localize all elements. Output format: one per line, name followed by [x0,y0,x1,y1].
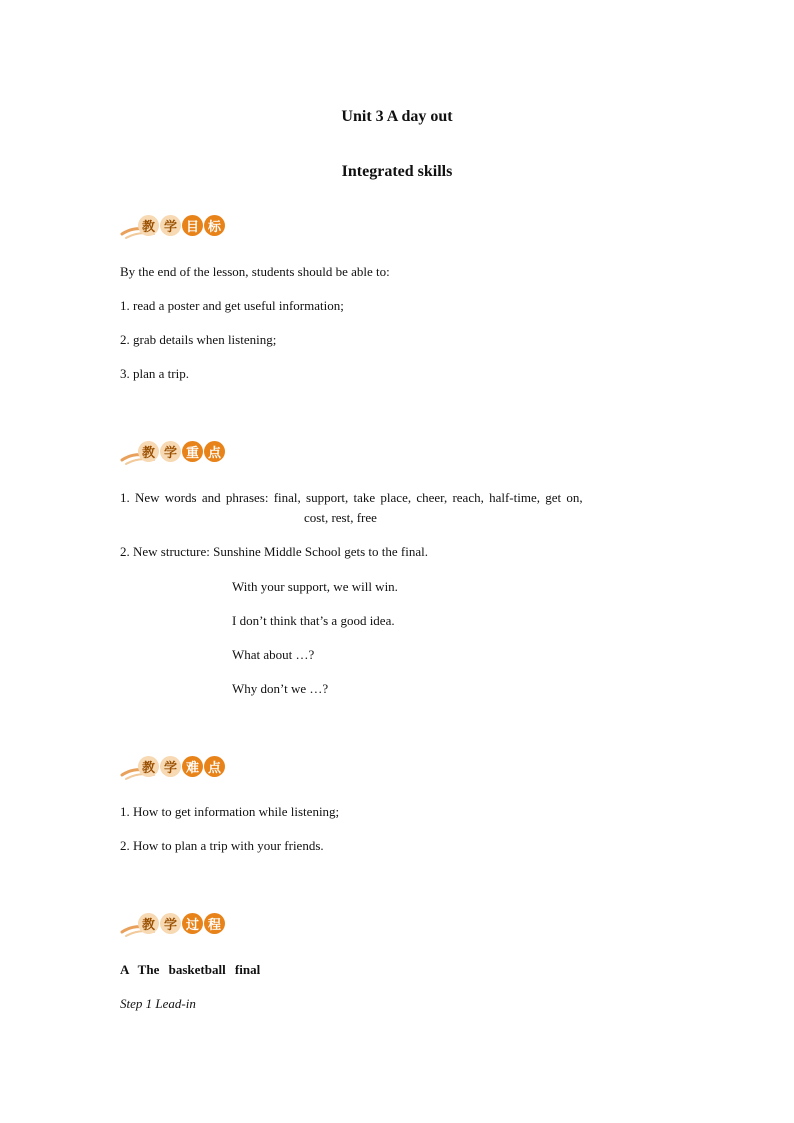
structure-item: With your support, we will win. [232,579,398,594]
objective-item: 2. grab details when listening; [120,332,277,347]
step-heading: Step 1 Lead-in [120,996,196,1011]
badge-char: 教 [138,756,159,777]
key-points-badge [120,438,230,466]
badge-char: 过 [182,913,203,934]
unit-title: Unit 3 A day out [341,108,453,125]
badge-char: 难 [182,756,203,777]
badge-char: 点 [204,441,225,462]
difficulties-badge [120,753,230,781]
badge-char: 程 [204,913,225,934]
badge-char: 教 [138,441,159,462]
structure-label: 2. New structure: Sunshine Middle School gets to the final. [120,544,428,559]
badge-char: 学 [160,756,181,777]
badge-char: 教 [138,913,159,934]
structure-item: I don’t think that’s a good idea. [232,613,395,628]
badge-char: 教 [138,215,159,236]
section-a-heading: A The basketball final [120,962,261,977]
lesson-subtitle: Integrated skills [341,163,453,180]
process-badge [120,910,230,938]
objective-item: 3. plan a trip. [120,366,189,381]
new-words-line: cost, rest, free [304,510,377,525]
difficulty-item: 2. How to plan a trip with your friends. [120,838,324,853]
objective-item: 1. read a poster and get useful information; [120,298,344,313]
badge-char: 重 [182,441,203,462]
badge-char: 学 [160,215,181,236]
badge-char: 目 [182,215,203,236]
objectives-intro: By the end of the lesson, students should be able to: [120,264,390,279]
objectives-badge [120,212,230,240]
badge-char: 标 [204,215,225,236]
difficulty-item: 1. How to get information while listening; [120,804,340,819]
badge-char: 点 [204,756,225,777]
badge-char: 学 [160,913,181,934]
structure-item: Why don’t we …? [232,681,329,696]
badge-char: 学 [160,441,181,462]
new-words-line: 1. New words and phrases: final, support, take place, cheer, reach, half-time, get on, [120,490,583,505]
structure-item: What about …? [232,647,315,662]
